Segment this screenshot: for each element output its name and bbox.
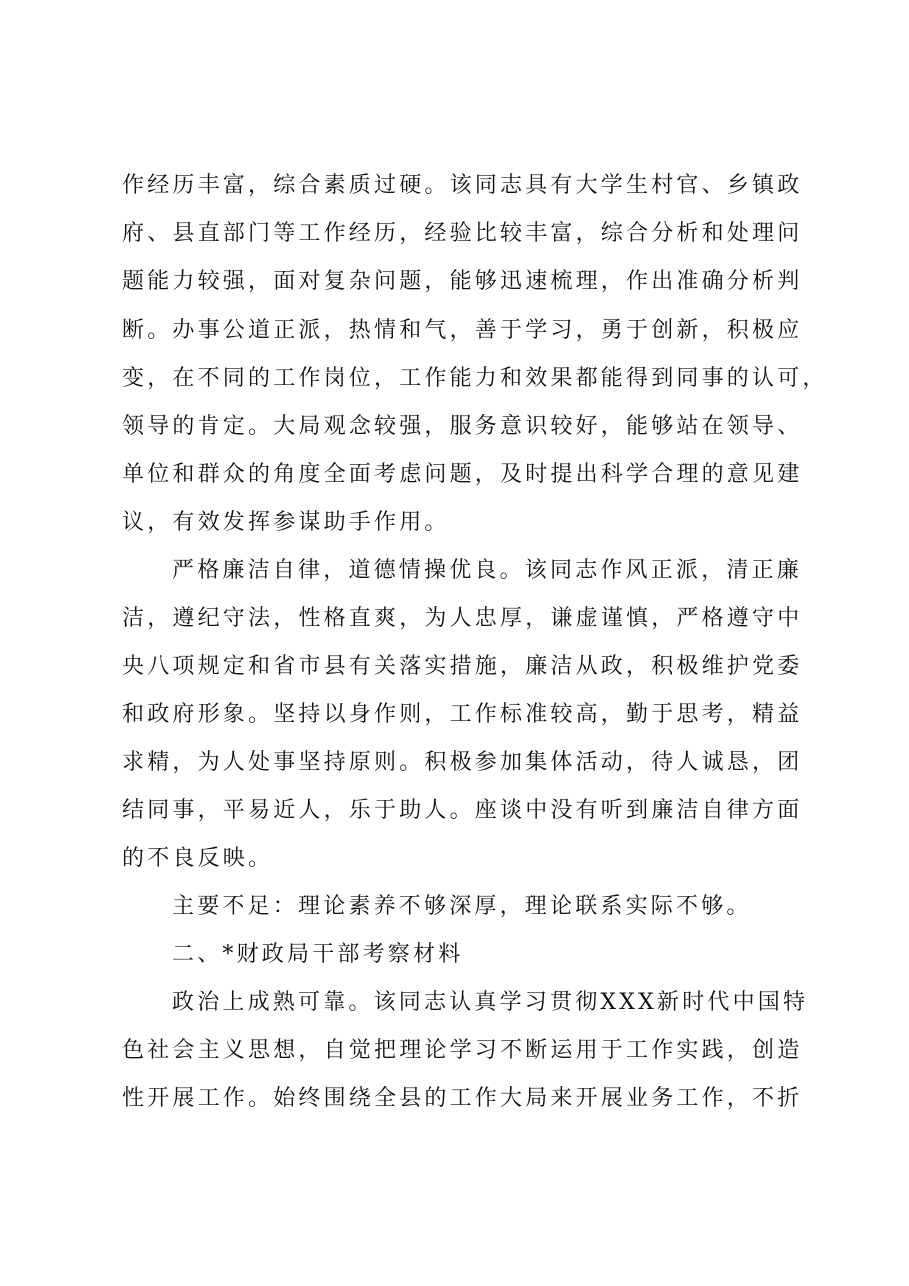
text-line: 府、县直部门等工作经历，经验比较丰富，综合分析和处理问: [122, 221, 803, 246]
text-line: 央八项规定和省市县有关落实措施，廉洁从政，积极维护党委: [122, 654, 803, 679]
text-line: 断。办事公道正派，热情和气，善于学习，勇于创新，积极应: [122, 318, 803, 343]
text-line: 领导的肯定。大局观念较强，服务意识较好，能够站在领导、: [122, 414, 803, 439]
text-line: 议，有效发挥参谋助手作用。: [122, 510, 450, 535]
text-line: 性开展工作。始终围绕全县的工作大局来开展业务工作，不折: [122, 1086, 803, 1111]
text-line: 政治上成熟可靠。该同志认真学习贯彻XXX新时代中国特: [172, 990, 809, 1015]
section-heading-text: 二、*财政局干部考察材料: [172, 942, 464, 967]
text-line: 作经历丰富，综合素质过硬。该同志具有大学生村官、乡镇政: [122, 173, 803, 198]
text-line: 变，在不同的工作岗位，工作能力和效果都能得到同事的认可，: [122, 366, 828, 391]
text-line: 求精，为人处事坚持原则。积极参加集体活动，待人诚恳，团: [122, 750, 803, 775]
text-line: 主要不足：理论素养不够深厚，理论联系实际不够。: [172, 894, 752, 919]
text-line: 严格廉洁自律，道德情操优良。该同志作风正派，清正廉: [172, 558, 803, 583]
text-line: 单位和群众的角度全面考虑问题，及时提出科学合理的意见建: [122, 462, 803, 487]
text-line: 的不良反映。: [122, 846, 274, 871]
text-line: 题能力较强，面对复杂问题，能够迅速梳理，作出准确分析判: [122, 269, 803, 294]
text-line: 色社会主义思想，自觉把理论学习不断运用于工作实践，创造: [122, 1038, 803, 1063]
text-line: 和政府形象。坚持以身作则，工作标准较高，勤于思考，精益: [122, 702, 803, 727]
text-line: 结同事，平易近人，乐于助人。座谈中没有听到廉洁自律方面: [122, 798, 803, 823]
text-line: 洁，遵纪守法，性格直爽，为人忠厚，谦虚谨慎，严格遵守中: [122, 606, 803, 631]
